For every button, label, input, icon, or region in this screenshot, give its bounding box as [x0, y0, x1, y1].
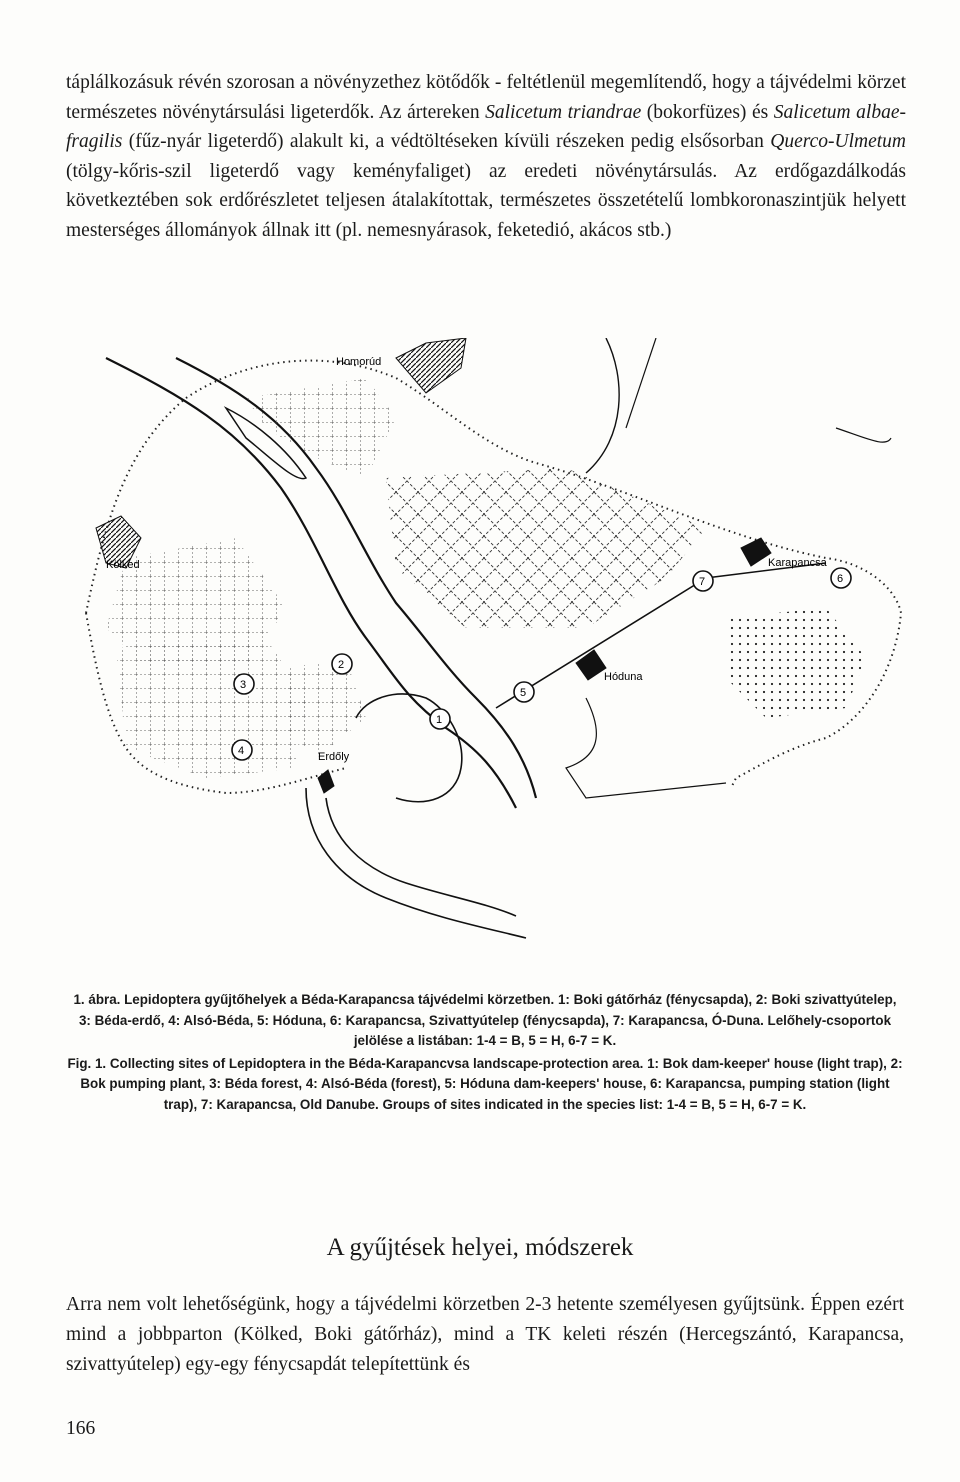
settlement-hoduna [576, 650, 606, 680]
site-number-5: 5 [520, 687, 527, 699]
site-number-1: 1 [436, 714, 443, 726]
label-kolked: Kölked [106, 559, 140, 571]
intro-text-4: (tölgy-kőris-szil ligeterdő vagy keményfaliget) az eredeti növénytársulás. Az erdőgazdálkodás következtében sok erdőrészletet teljesen átalakítottak, természetes összetételű lombkoronaszintjük helyett mesterséges állományok állnak itt (pl. nemesnyárasok, feketedió, akácos stb.) [66, 160, 906, 241]
section-heading: A gyűjtések helyei, módszerek [326, 1234, 634, 1261]
caption-english: Fig. 1. Collecting sites of Lepidoptera in the Béda-Karapancvsa landscape-protection area. 1: Bok dam-keeper' house (light trap), 2: Bok pumping plant, 3: Béda forest, 4: Alsó-Béda (forest), 5: Hóduna dam-keepers' house, 6: Karapancsa, pumping station (light trap), 7: Karapancsa, Old Danube. Groups of sites indicated in the species list: 1-4 = B, 5 = H, 6-7 = K. [67, 1055, 903, 1112]
site-number-3: 3 [240, 679, 247, 691]
forest-east [386, 468, 706, 628]
east-boundary [566, 698, 726, 798]
intro-paragraph [66, 68, 906, 245]
intro-taxon-1: Salicetum triandrae [485, 101, 642, 123]
label-karapancsa: Karapancsa [768, 557, 827, 569]
label-homorud: Homorúd [336, 356, 382, 368]
figure-caption [66, 990, 904, 1117]
intro-taxon-3: Querco-Ulmetum [770, 131, 906, 152]
site-marker-2 [332, 654, 352, 674]
dam-line-3 [626, 338, 656, 428]
forest-southwest [116, 638, 306, 778]
site-map [66, 338, 904, 976]
label-hoduna: Hóduna [604, 671, 643, 683]
site-marker-4 [232, 740, 252, 760]
intro-text-2: (bokorfüzes) és [641, 101, 774, 123]
site-number-6: 6 [837, 573, 844, 585]
backwater-loop-3 [326, 798, 516, 916]
intro-block [66, 68, 906, 245]
settlement-erdoly [318, 770, 334, 793]
page-number: 166 [66, 1418, 96, 1439]
site-marker-3 [234, 674, 254, 694]
site-number-4: 4 [238, 745, 245, 757]
intro-text-3: (fűz-nyár ligeterdő) alakult ki, a védtöltéseken kívüli részeken pedig elsősorban [122, 131, 771, 152]
site-marker-7 [693, 571, 713, 591]
site-marker-1 [430, 709, 450, 729]
intro-taxon-2: Salicetum albae-fragilis [66, 101, 906, 152]
site-map-svg [66, 338, 904, 976]
body-paragraph: Arra nem volt lehetőségünk, hogy a tájvédelmi körzetben 2-3 hetente személyesen gyűjtsünk. Éppen ezért mind a jobbparton (Kölked, Boki gátőrház), mind a TK keleti részén (Hercegszántó, Karapancsa, szivattyútelep) egy-egy fénycsapdát telepítettünk és [66, 1294, 904, 1375]
site-number-2: 2 [338, 659, 345, 671]
site-number-7: 7 [699, 576, 706, 588]
forest-southeast [726, 608, 866, 718]
backwater-loop-2 [306, 788, 526, 938]
site-marker-5 [514, 682, 534, 702]
label-erdoly: Erdőly [318, 751, 350, 763]
intro-text-1: táplálkozásuk révén szorosan a növényzethez kötődők - feltétlenül megemlítendő, hogy a tájvédelmi körzet természetes növénytársulási ligeterdők. Az ártereken [66, 72, 906, 123]
dam-line-4 [836, 428, 891, 442]
forest-north [246, 378, 396, 478]
site-marker-6 [831, 568, 851, 588]
dam-line-2 [586, 338, 619, 473]
caption-hungarian: 1. ábra. Lepidoptera gyűjtőhelyek a Béda-Karapancsa tájvédelmi körzetben. 1: Boki gátőrház (fénycsapda), 2: Boki szivattyútelep, 3: Béda-erdő, 4: Alsó-Béda, 5: Hóduna, 6: Karapancsa, Szivattyútelep (fénycsapda), 7: Karapancsa, Ó-Duna. Lelőhely-csoportok jelölése a listában: 1-4 = B, 5 = H, 6-7 = K. [73, 992, 897, 1048]
